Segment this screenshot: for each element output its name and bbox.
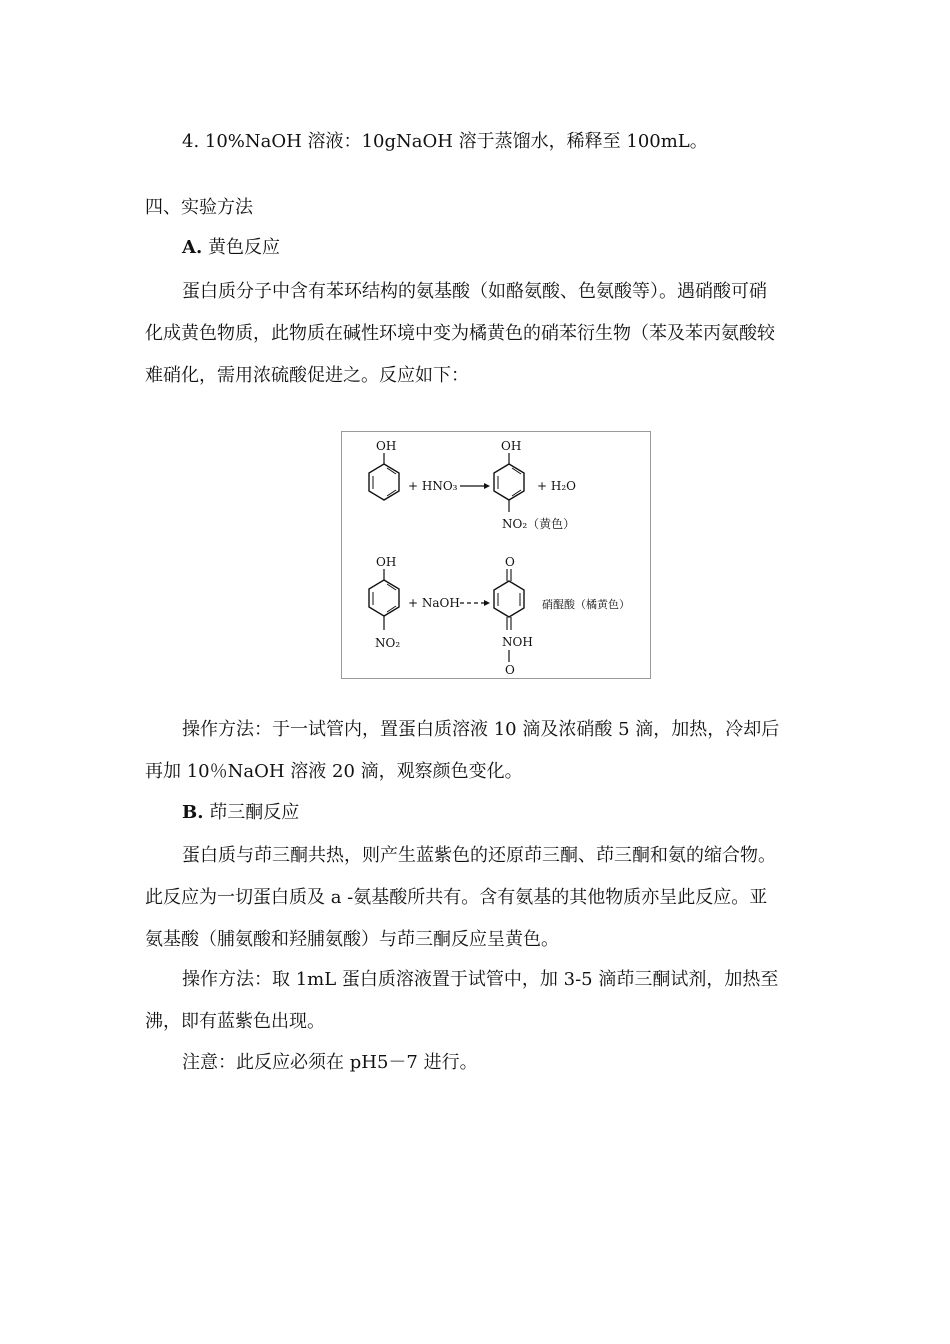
- r2-product-name: 硝醌酸（橘黄色）: [542, 598, 630, 611]
- r2-no2-left: NO₂: [375, 636, 401, 650]
- reagent-item-4: 4. 10%NaOH 溶液：10gNaOH 溶于蒸馏水，稀释至 100mL。: [182, 131, 708, 152]
- r2-o-top: O: [505, 555, 515, 569]
- r2-o-bottom: O: [505, 663, 515, 677]
- section-heading-methods: 四、实验方法: [145, 197, 253, 218]
- r2-plus-naoh: + NaOH: [408, 596, 460, 610]
- r1-oh-right: OH: [501, 439, 522, 453]
- part-b-paragraph-line-3: 氨基酸（脯氨酸和羟脯氨酸）与茚三酮反应呈黄色。: [145, 929, 559, 950]
- r2-oh-left: OH: [376, 555, 397, 569]
- r1-plus-hno3: + HNO₃: [408, 479, 458, 493]
- part-b-paragraph-line-2: 此反应为一切蛋白质及 a -氨基酸所共有。含有氨基的其他物质亦呈此反应。亚: [145, 887, 768, 908]
- part-a-paragraph-line-1: 蛋白质分子中含有苯环结构的氨基酸（如酪氨酸、色氨酸等）。遇硝酸可硝: [182, 281, 767, 302]
- part-a-method-line-2: 再加 10％NaOH 溶液 20 滴，观察颜色变化。: [145, 761, 523, 782]
- part-a-label: A.: [182, 237, 203, 258]
- part-b-note: 注意：此反应必须在 pH5－7 进行。: [182, 1052, 478, 1073]
- part-a-paragraph-line-3: 难硝化，需用浓硫酸促进之。反应如下：: [145, 365, 469, 386]
- r1-oh-left: OH: [376, 439, 397, 453]
- part-a-method-line-1: 操作方法：于一试管内，置蛋白质溶液 10 滴及浓硝酸 5 滴，加热，冷却后: [182, 719, 780, 740]
- part-b-paragraph-line-1: 蛋白质与茚三酮共热，则产生蓝紫色的还原茚三酮、茚三酮和氨的缩合物。: [182, 845, 776, 866]
- part-b-method-line-2: 沸，即有蓝紫色出现。: [145, 1011, 325, 1032]
- part-a-title: 黄色反应: [207, 237, 280, 258]
- reaction-scheme-figure: [341, 431, 651, 679]
- part-b-heading: [182, 801, 299, 825]
- part-b-method-line-1: 操作方法：取 1mL 蛋白质溶液置于试管中，加 3-5 滴茚三酮试剂，加热至: [182, 969, 779, 990]
- part-a-heading: [182, 236, 280, 260]
- part-b-title: 茚三酮反应: [209, 802, 300, 823]
- r2-noh: NOH: [502, 635, 533, 649]
- reaction-scheme-svg: [342, 432, 650, 678]
- part-b-label: B.: [182, 802, 204, 823]
- r1-plus-h2o: + H₂O: [537, 479, 576, 493]
- part-a-paragraph-line-2: 化成黄色物质，此物质在碱性环境中变为橘黄色的硝苯衍生物（苯及苯丙氨酸较: [145, 323, 775, 344]
- r1-no2-label: NO₂（黄色）: [502, 517, 576, 531]
